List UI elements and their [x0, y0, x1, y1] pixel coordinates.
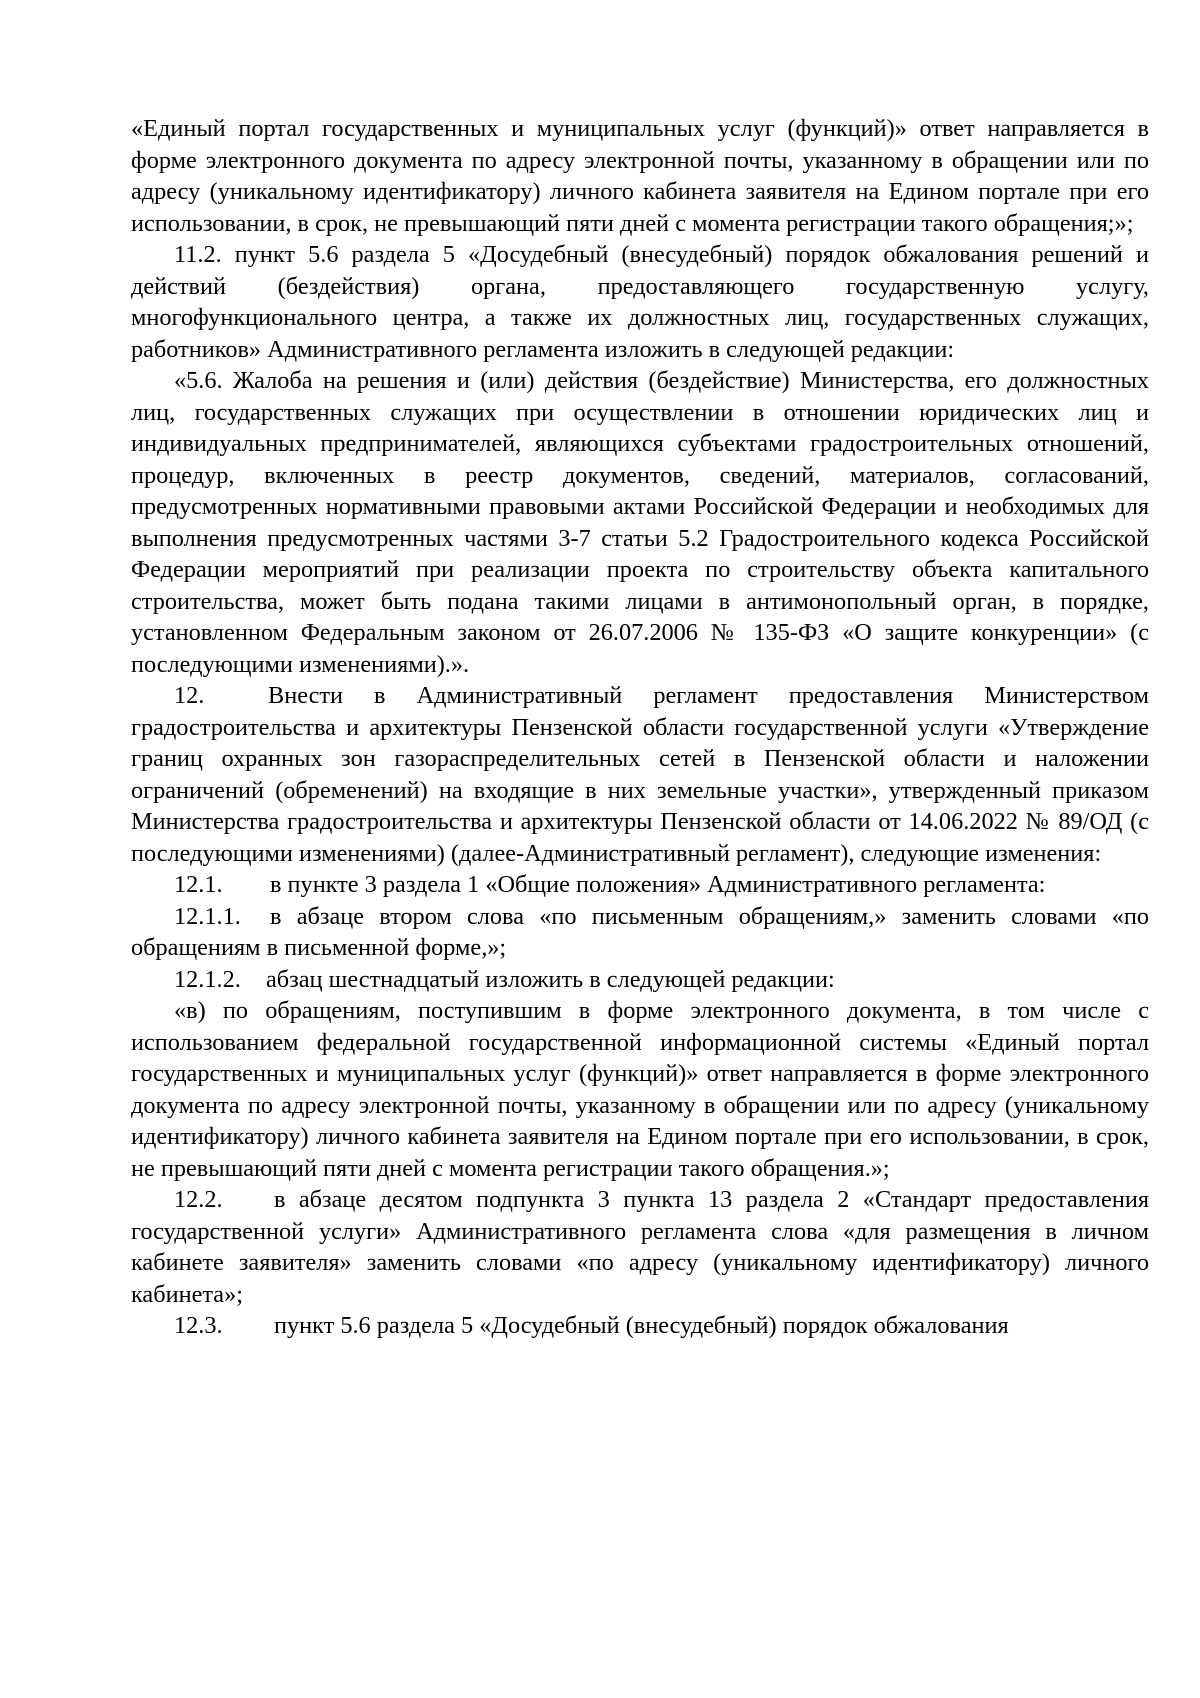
paragraph-number: 12.1.1. [174, 902, 241, 930]
paragraph-text: абзац шестнадцатый изложить в следующей редакции: [266, 965, 835, 993]
paragraph-12 [131, 680, 1149, 869]
paragraph-number: 12.2. [174, 1186, 223, 1213]
paragraph-number: 12. [174, 682, 205, 709]
paragraph-text: в абзаце десятом подпункта 3 пункта 13 раздела 2 «Стандарт предоставления государственной услуги» Административного регламента слова «для размещения в личном кабинете заявителя» заменить словами «по адресу (уникальному идентификатору) личного кабинета»; [131, 1186, 1149, 1308]
paragraph-continuation: «Единый портал государственных и муниципальных услуг (функций)» ответ направляется в форме электронного документа по адресу электронной почты, указанному в обращении или по адресу (уникальному идентификатору) личного кабинета заявителя на Едином портале при его использовании, в срок, не превышающий пяти дней с момента регистрации такого обращения;»; [131, 115, 1149, 237]
paragraph-11-2: 11.2. пункт 5.6 раздела 5 «Досудебный (внесудебный) порядок обжалования решений и действий (бездействия) органа, предоставляющего государственную услугу, многофункционального центра, а также их должностных лиц, государственных служащих, работников» Административного регламента изложить в следующей редакции: [131, 241, 1149, 363]
document-page [131, 113, 1149, 1342]
paragraph-text: пункт 5.6 раздела 5 «Досудебный (внесудебный) порядок обжалования [274, 1312, 1009, 1339]
paragraph-12-3 [131, 1310, 1149, 1342]
paragraph-number: 12.1. [174, 871, 223, 898]
paragraph-number: 12.1.2. [174, 965, 241, 993]
paragraph-text: в абзаце втором слова «по письменным обращениям,» заменить словами «по обращениям в письменной форме,»; [131, 902, 1149, 961]
paragraph-text: Внести в Административный регламент предоставления Министерством градостроительства и архитектуры Пензенской области государственной услуги «Утверждение границ охранных зон газораспределительных сетей в Пензенской области и наложении ограничений (обременений) на входящие в них земельные участки», утвержденный приказом Министерства градостроительства и архитектуры Пензенской области от 14.06.2022 № 89/ОД (с последующими изменениями) (далее-Административный регламент), следующие изменения: [131, 682, 1149, 867]
paragraph-5-6-quote: «5.6. Жалоба на решения и (или) действия (бездействие) Министерства, его должностных лиц, государственных служащих при осуществлении в отношении юридических лиц и индивидуальных предпринимателей, являющихся субъектами градостроительных отношений, процедур, включенных в реестр документов, сведений, материалов, согласований, предусмотренных нормативными правовыми актами Российской Федерации и необходимых для выполнения предусмотренных частями 3-7 статьи 5.2 Градостроительного кодекса Российской Федерации мероприятий при реализации проекта по строительству объекта капитального строительства, может быть подана такими лицами в антимонопольный орган, в порядке, установленном Федеральным законом от 26.07.2006 № 135-ФЗ «О защите конкуренции» (с последующими изменениями).». [131, 367, 1149, 678]
paragraph-number: 12.3. [174, 1312, 223, 1339]
paragraph-12-1-2 [131, 964, 1149, 996]
paragraph-quote-v: «в) по обращениям, поступившим в форме электронного документа, в том числе с использованием федеральной государственной информационной системы «Единый портал государственных и муниципальных услуг (функций)» ответ направляется в форме электронного документа по адресу электронной почты, указанному в обращении или по адресу (уникальному идентификатору) личного кабинета заявителя на Едином портале при его использовании, в срок, не превышающий пяти дней с момента регистрации такого обращения.»; [131, 997, 1149, 1182]
paragraph-12-1 [131, 869, 1149, 901]
paragraph-12-2 [131, 1184, 1149, 1310]
paragraph-text: в пункте 3 раздела 1 «Общие положения» Административного регламента: [270, 871, 1046, 898]
paragraph-12-1-1 [131, 901, 1149, 964]
